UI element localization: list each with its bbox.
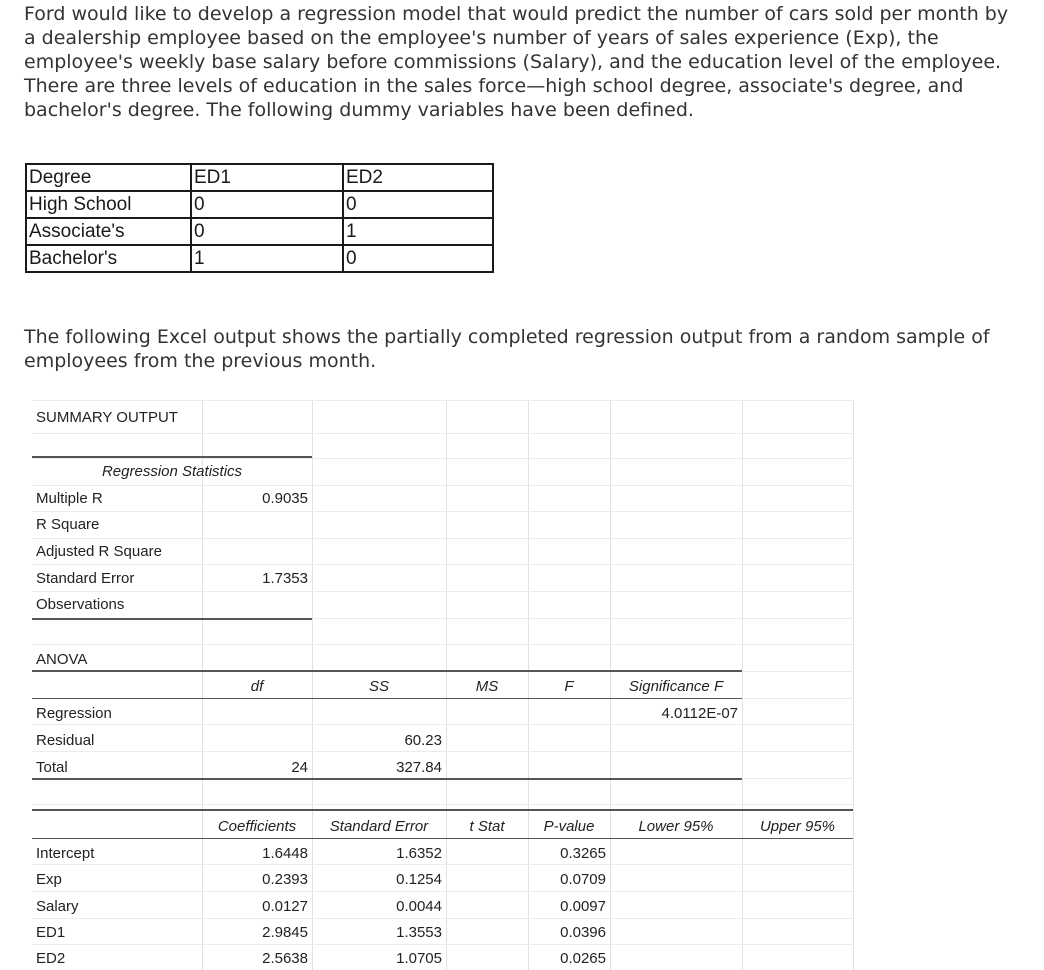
table-cell: High School xyxy=(26,191,191,218)
table-cell: Associate's xyxy=(26,218,191,245)
coef-value: 0.2393 xyxy=(262,871,308,888)
stat-label: Adjusted R Square xyxy=(36,543,162,560)
table-top-rule xyxy=(32,456,312,458)
anova-header-ss: SS xyxy=(368,678,389,695)
coef-value: 2.5638 xyxy=(262,950,308,967)
table-header-row xyxy=(26,164,493,191)
anova-header-ms: MS xyxy=(475,678,499,695)
coef-row-label: ED1 xyxy=(36,924,66,941)
coef-standard-error: 0.0044 xyxy=(396,898,442,915)
anova-ss: 60.23 xyxy=(404,732,442,749)
grid-line xyxy=(32,564,854,565)
table-row xyxy=(26,191,493,218)
coef-header-coefficients: Coefficients xyxy=(217,818,297,835)
table-row xyxy=(26,245,493,272)
table-cell: Degree xyxy=(26,164,191,191)
table-cell: 1 xyxy=(191,245,343,272)
table-cell: ED2 xyxy=(343,164,493,191)
anova-header-significance-f: Significance F xyxy=(628,678,724,695)
grid-line xyxy=(32,724,854,725)
problem-intro-text: Ford would like to develop a regression model that would predict the number of cars sold per month by a dealership employee based on the employee's number of years of sales experience (Exp), the employee's weekly base salary before commissions (Salary), and the education level of the employee. There are three levels of education in the sales force—high school degree, associate's degree, and bachelor's degree. The following dummy variables have been defined. xyxy=(24,3,1009,121)
grid-line xyxy=(32,485,854,486)
grid-line xyxy=(32,944,854,945)
grid-line xyxy=(32,891,854,892)
grid-line xyxy=(32,511,854,512)
coef-standard-error: 0.1254 xyxy=(396,871,442,888)
grid-line xyxy=(32,458,854,459)
dummy-variable-table xyxy=(25,163,494,273)
grid-line xyxy=(32,751,854,752)
coef-header-lower-95: Lower 95% xyxy=(638,818,714,835)
coef-row-label: Intercept xyxy=(36,845,95,862)
grid-line xyxy=(32,538,854,539)
stat-label: Observations xyxy=(36,596,125,613)
coef-header-t-stat: t Stat xyxy=(469,818,505,835)
regression-statistics-header: Regression Statistics xyxy=(101,463,243,480)
stat-label: Standard Error xyxy=(36,570,135,587)
coef-p-value: 0.0097 xyxy=(560,898,606,915)
table-bottom-rule xyxy=(32,778,742,780)
excel-regression-output xyxy=(32,400,854,970)
grid-line xyxy=(32,918,854,919)
table-top-rule xyxy=(32,670,742,672)
coef-value: 1.6448 xyxy=(262,845,308,862)
coef-header-standard-error: Standard Error xyxy=(329,818,429,835)
grid-line xyxy=(32,400,854,401)
table-cell: 1 xyxy=(343,218,493,245)
coef-p-value: 0.0709 xyxy=(560,871,606,888)
table-cell: ED1 xyxy=(191,164,343,191)
coef-p-value: 0.3265 xyxy=(560,845,606,862)
table-cell: 0 xyxy=(191,191,343,218)
grid-line xyxy=(32,644,854,645)
excel-intro-text: The following Excel output shows the partially completed regression output from a random sample of employees from the previous month. xyxy=(24,326,990,372)
coef-standard-error: 1.0705 xyxy=(396,950,442,967)
anova-header-df: df xyxy=(250,678,264,695)
coef-header-p-value: P-value xyxy=(543,818,595,835)
grid-line xyxy=(32,591,854,592)
table-cell: 0 xyxy=(191,218,343,245)
anova-df: 24 xyxy=(291,759,308,776)
table-cell: 0 xyxy=(343,191,493,218)
coef-row-label: Exp xyxy=(36,871,62,888)
table-bottom-rule xyxy=(32,618,312,620)
coef-value: 2.9845 xyxy=(262,924,308,941)
anova-significance-f: 4.0112E-07 xyxy=(661,705,738,722)
grid-line xyxy=(32,433,854,434)
coef-row-label: Salary xyxy=(36,898,79,915)
coef-p-value: 0.0396 xyxy=(560,924,606,941)
anova-header-f: F xyxy=(564,678,574,695)
table-top-rule xyxy=(32,809,853,811)
stat-value: 0.9035 xyxy=(262,490,308,507)
coef-p-value: 0.0265 xyxy=(560,950,606,967)
stat-value: 1.7353 xyxy=(262,570,308,587)
anova-ss: 327.84 xyxy=(396,759,442,776)
coef-row-label: ED2 xyxy=(36,950,66,967)
summary-output-title: SUMMARY OUTPUT xyxy=(36,409,178,426)
coef-standard-error: 1.3553 xyxy=(396,924,442,941)
anova-row-label: Residual xyxy=(36,732,95,749)
table-row xyxy=(26,218,493,245)
grid-line xyxy=(32,864,854,865)
grid-line xyxy=(32,804,854,805)
table-cell: 0 xyxy=(343,245,493,272)
table-header-rule xyxy=(32,698,742,699)
coef-header-upper-95: Upper 95% xyxy=(759,818,836,835)
coef-value: 0.0127 xyxy=(262,898,308,915)
anova-title: ANOVA xyxy=(36,651,88,668)
stat-label: Multiple R xyxy=(36,490,103,507)
table-header-rule xyxy=(32,838,853,839)
coef-standard-error: 1.6352 xyxy=(396,845,442,862)
table-cell: Bachelor's xyxy=(26,245,191,272)
anova-row-label: Total xyxy=(36,759,68,776)
stat-label: R Square xyxy=(36,516,100,533)
anova-row-label: Regression xyxy=(36,705,112,722)
